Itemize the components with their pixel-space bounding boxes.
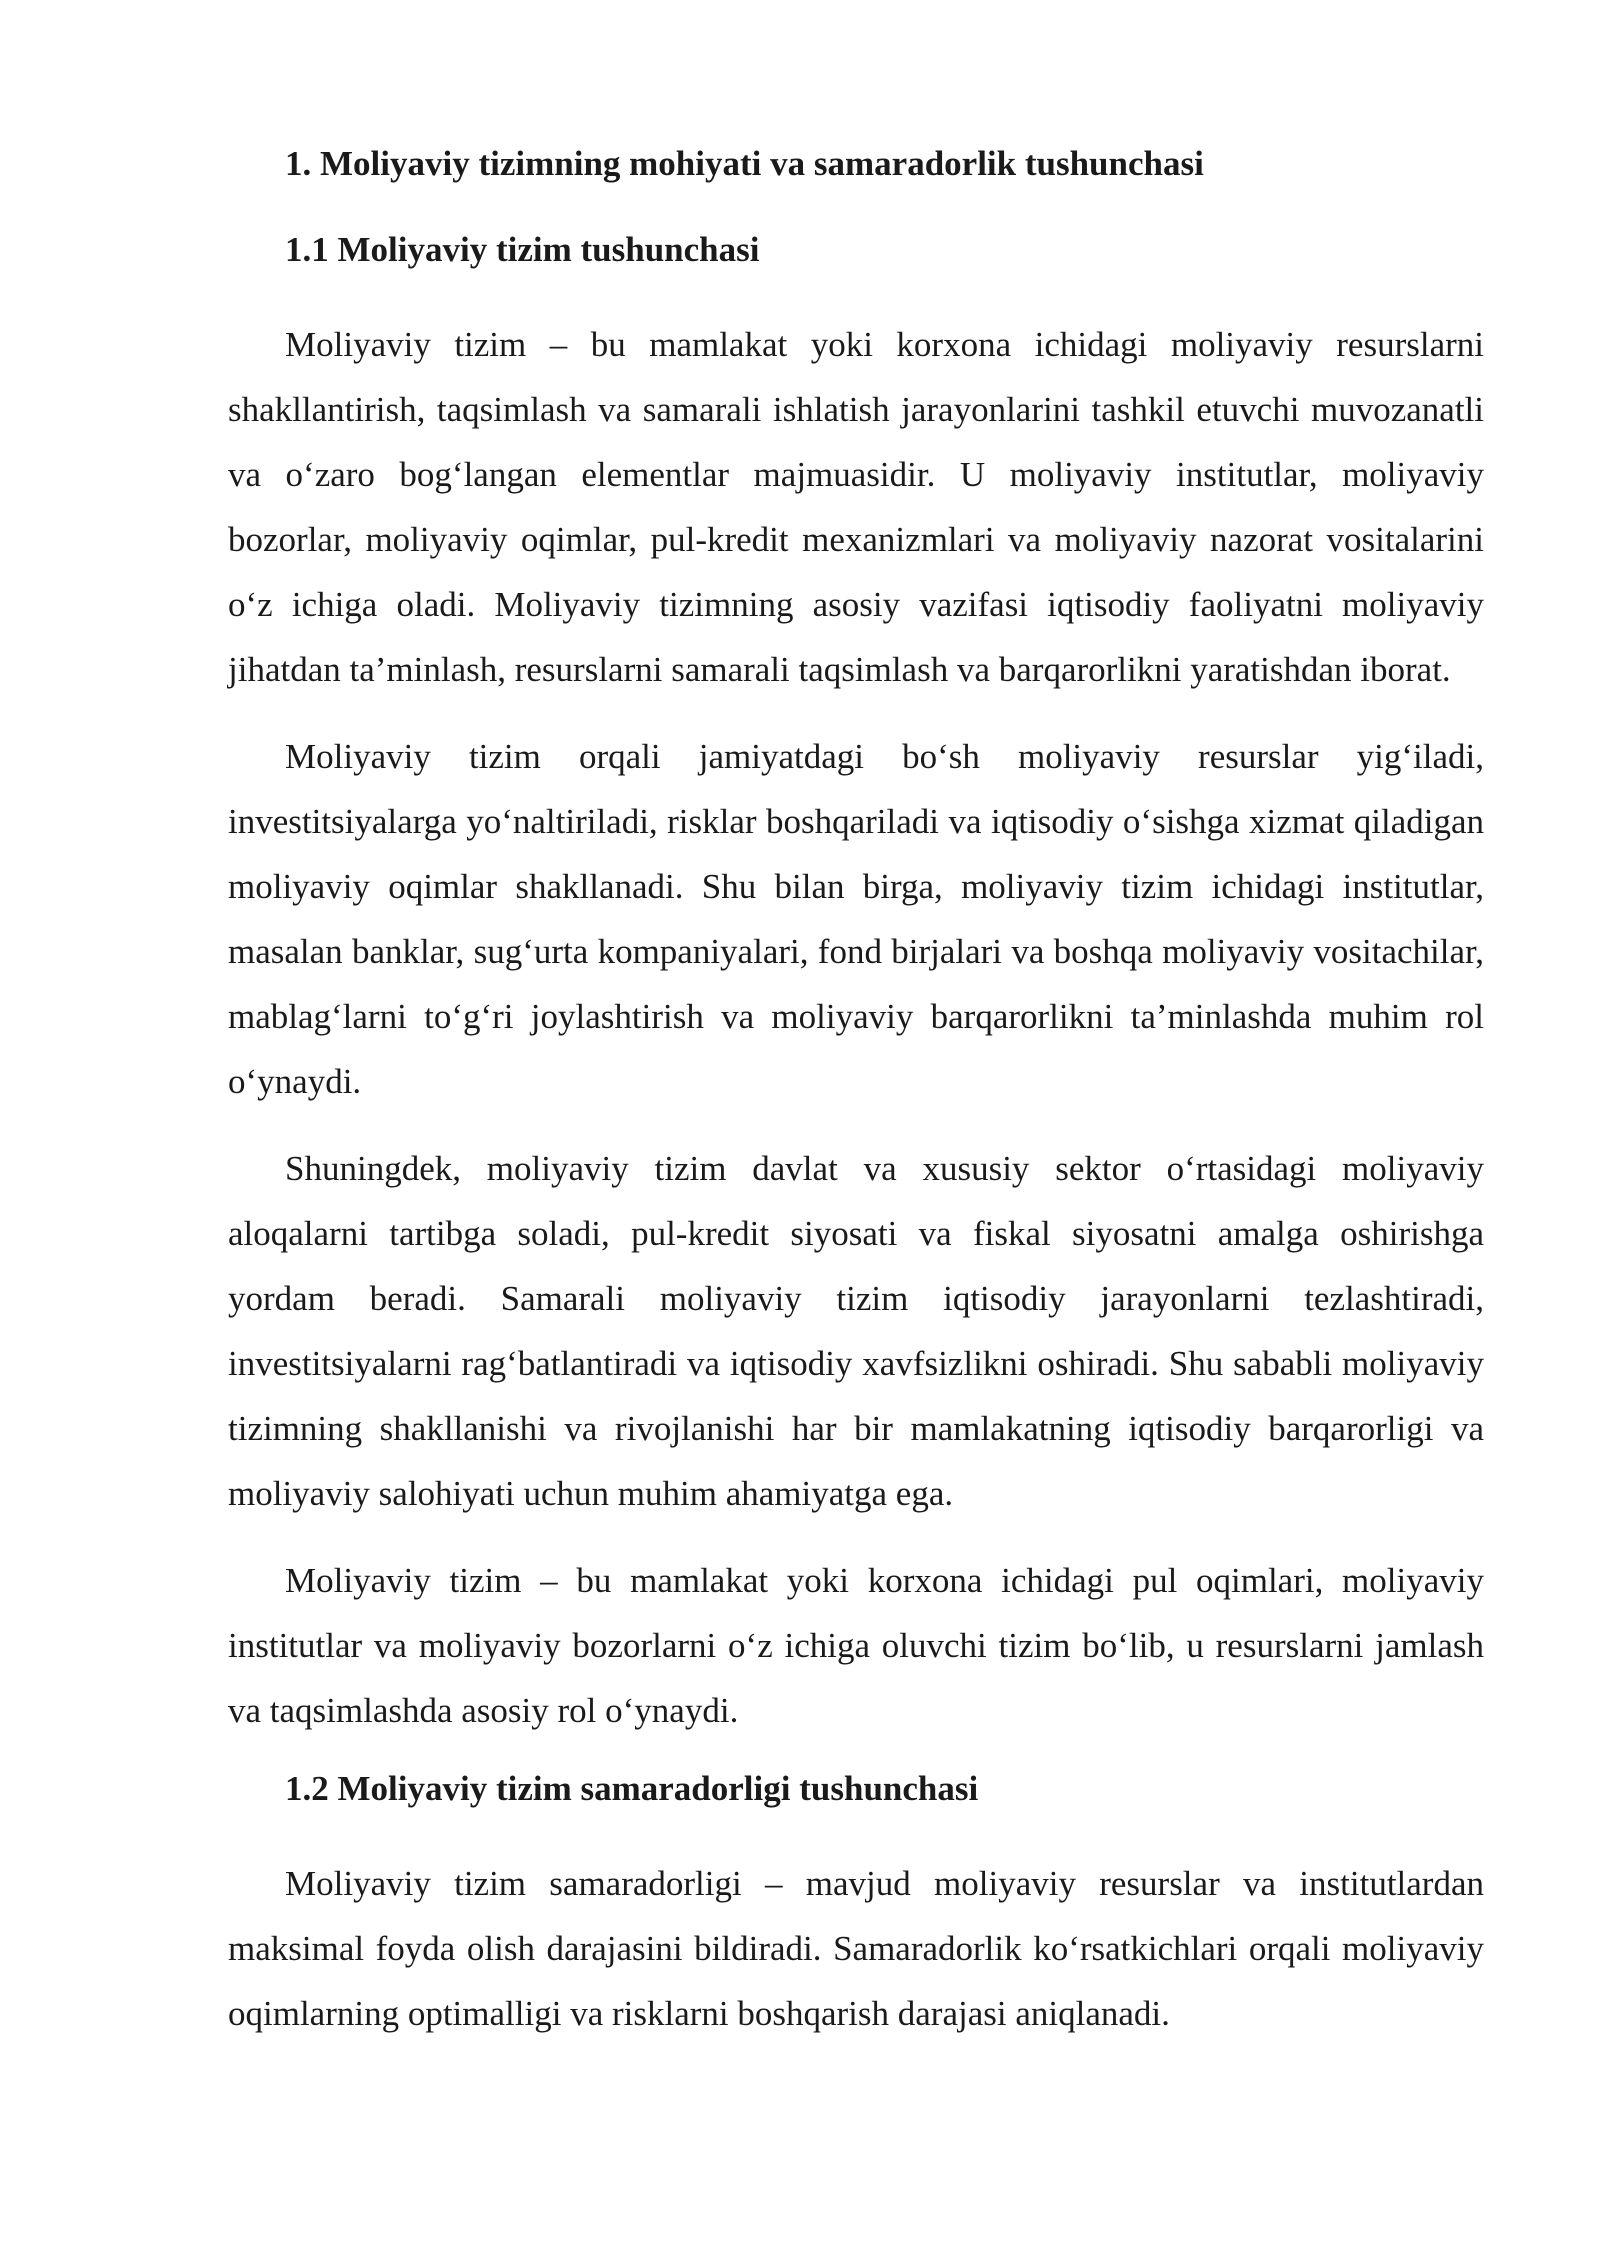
subsection-heading-1-1: 1.1 Moliyaviy tizim tushunchasi [285, 230, 760, 269]
paragraph: Moliyaviy tizim samaradorligi – mavjud moliyaviy resurslar va institutlardan maksimal foyda olish darajasini bildiradi. Samaradorlik ko‘rsatkichlari orqali moliyaviy oqimlarning optimalligi va risklarni boshqarish darajasi aniqlanadi. [228, 1864, 1484, 2033]
document-page [228, 140, 1484, 2068]
subsection-heading-1-2: 1.2 Moliyaviy tizim samaradorligi tushunchasi [285, 1769, 979, 1808]
paragraph: Moliyaviy tizim orqali jamiyatdagi bo‘sh moliyaviy resurslar yig‘iladi, investitsiyalarga yo‘naltiriladi, risklar boshqariladi va iqtisodiy o‘sishga xizmat qiladigan moliyaviy oqimlar shakllanadi. Shu bilan birga, moliyaviy tizim ichidagi institutlar, masalan banklar, sug‘urta kompaniyalari, fond birjalari va boshqa moliyaviy vositachilar, mablag‘larni to‘g‘ri joylashtirish va moliyaviy barqarorlikni ta’minlashda muhim rol o‘ynaydi. [228, 737, 1484, 1101]
paragraph: Shuningdek, moliyaviy tizim davlat va xususiy sektor o‘rtasidagi moliyaviy aloqalarni tartibga soladi, pul-kredit siyosati va fiskal siyosatni amalga oshirishga yordam beradi. Samarali moliyaviy tizim iqtisodiy jarayonlarni tezlashtiradi, investitsiyalarni rag‘batlantiradi va iqtisodiy xavfsizlikni oshiradi. Shu sababli moliyaviy tizimning shakllanishi va rivojlanishi har bir mamlakatning iqtisodiy barqarorligi va moliyaviy salohiyati uchun muhim ahamiyatga ega. [228, 1149, 1484, 1513]
paragraph: Moliyaviy tizim – bu mamlakat yoki korxona ichidagi moliyaviy resurslarni shakllantirish, taqsimlash va samarali ishlatish jarayonlarini tashkil etuvchi muvozanatli va o‘zaro bog‘langan elementlar majmuasidir. U moliyaviy institutlar, moliyaviy bozorlar, moliyaviy oqimlar, pul-kredit mexanizmlari va moliyaviy nazorat vositalarini o‘z ichiga oladi. Moliyaviy tizimning asosiy vazifasi iqtisodiy faoliyatni moliyaviy jihatdan ta’minlash, resurslarni samarali taqsimlash va barqarorlikni yaratishdan iborat. [228, 325, 1484, 689]
section-heading-1: 1. Moliyaviy tizimning mohiyati va samaradorlik tushunchasi [285, 144, 1204, 183]
paragraph: Moliyaviy tizim – bu mamlakat yoki korxona ichidagi pul oqimlari, moliyaviy institutlar va moliyaviy bozorlarni o‘z ichiga oluvchi tizim bo‘lib, u resurslarni jamlash va taqsimlashda asosiy rol o‘ynaydi. [228, 1561, 1484, 1730]
